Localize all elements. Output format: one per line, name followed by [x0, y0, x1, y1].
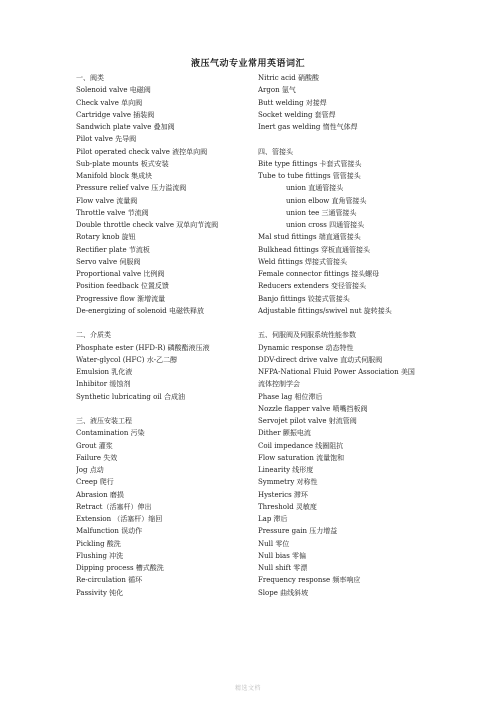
text-line: Rectifier plate 节流板 — [76, 245, 150, 254]
text-line: Sub-plate mounts 板式安装 — [76, 159, 169, 168]
text-line: Dynamic response 动态特性 — [258, 343, 354, 352]
text-line: Inhibitor 缓蚀剂 — [76, 380, 131, 389]
text-line: 四、管接头 — [258, 147, 293, 156]
text-line — [258, 133, 466, 145]
text-line: Phase lag 相位滞后 — [258, 392, 323, 401]
text-line: Cartridge valve 插装阀 — [76, 110, 155, 119]
text-line: Flow valve 流量阀 — [76, 196, 138, 205]
text-line: Pickling 酸洗 — [76, 539, 121, 548]
text-line: Dither 颤振电流 — [258, 429, 311, 438]
text-line: Slope 曲线斜坡 — [258, 588, 309, 597]
text-line: 五、伺服阀及伺服系统性能参数 — [258, 331, 356, 340]
text-line: Malfunction 误动作 — [76, 527, 143, 536]
text-line: De-energizing of solenoid 电磁铁释放 — [76, 306, 205, 315]
text-line: Contamination 污染 — [76, 429, 145, 438]
text-line: Water-glycol (HFC) 水-乙二醇 — [76, 355, 178, 364]
text-line — [258, 317, 466, 329]
text-line: Mal stud fittings 端直通管接头 — [258, 233, 361, 242]
text-line — [76, 317, 254, 329]
text-line: Servojet pilot valve 射流管阀 — [258, 417, 357, 425]
text-line: 一、阀类 — [76, 74, 104, 82]
text-line: Pressure gain 压力增益 — [258, 527, 338, 536]
text-line: Double throttle check valve 双单向节流阀 — [76, 221, 219, 229]
text-line: Reducers extenders 变径管接头 — [258, 282, 366, 291]
text-line: Butt welding 对接焊 — [258, 98, 327, 107]
text-line: Position feedback 位置反馈 — [76, 282, 169, 291]
text-line: Linearity 线形度 — [258, 466, 314, 474]
text-line: Nitric acid 硝酸酸 — [258, 74, 319, 82]
text-line: Solenoid valve 电磁阀 — [76, 86, 151, 95]
text-line: NFPA-National Fluid Power Association 美国 — [258, 368, 415, 376]
text-line: Check valve 单向阀 — [76, 98, 143, 107]
text-line: 二、介质类 — [76, 331, 111, 340]
text-line: Hysterics 滞环 — [258, 490, 308, 499]
text-line: Progressive flow 渐增流量 — [76, 294, 166, 303]
text-line: Pilot valve 先导阀 — [76, 135, 137, 144]
text-line: union cross 四通管接头 — [286, 221, 365, 229]
text-line: Dipping process 槽式酸洗 — [76, 564, 164, 572]
text-line: Socket welding 套管焊 — [258, 110, 336, 119]
text-line: union 直通管接头 — [286, 184, 344, 193]
text-line: Servo valve 伺服阀 — [76, 257, 141, 266]
text-line: Phosphate ester (HFD-R) 磷酸酯液压液 — [76, 343, 210, 352]
text-line: Weld fittings 焊接式管接头 — [258, 257, 348, 266]
text-line: Nozzle flapper valve 喷嘴挡板阀 — [258, 404, 368, 413]
text-line: Proportional valve 比例阀 — [76, 270, 165, 278]
text-line: DDV-direct drive valve 直动式伺服阀 — [258, 355, 383, 364]
text-line: Symmetry 对称性 — [258, 478, 318, 487]
text-line: Emulsion 乳化液 — [76, 368, 133, 376]
text-line: Manifold block 集成块 — [76, 172, 153, 180]
left-column — [76, 72, 254, 599]
text-line: Synthetic lubricating oil 合成油 — [76, 392, 186, 401]
text-line: Null shift 零漂 — [258, 564, 308, 572]
text-line: Frequency response 频率响应 — [258, 576, 361, 585]
text-line: Tube to tube fittings 管管接头 — [258, 172, 361, 180]
text-line: Creep 爬行 — [76, 478, 114, 487]
text-line: union tee 三通管接头 — [286, 208, 357, 217]
text-line: Null 零位 — [258, 539, 290, 548]
text-line: Failure 失效 — [76, 453, 118, 462]
text-line: Adjustable fittings/swivel nut 旋转接头 — [258, 306, 392, 315]
text-line: Retract（活塞杆）伸出 — [76, 502, 152, 511]
text-line: Extension （活塞杆）缩回 — [76, 515, 163, 523]
text-line: Threshold 灵敏度 — [258, 502, 317, 511]
text-line: Bulkhead fittings 穿板直通管接头 — [258, 245, 371, 254]
text-line: Inert gas welding 惰性气体焊 — [258, 123, 358, 131]
text-line: Lap 滞后 — [258, 515, 288, 523]
text-line — [76, 403, 254, 415]
text-line: Rotary knob 旋钮 — [76, 233, 136, 242]
text-line: Flushing 冲洗 — [76, 551, 124, 560]
text-line: 流体控制学会 — [258, 380, 300, 389]
footer-watermark: 精选文档 — [234, 685, 261, 692]
text-line: Pressure relief valve 压力溢流阀 — [76, 184, 187, 193]
text-line: Jog 点动 — [76, 466, 104, 474]
text-line: Grout 灌浆 — [76, 441, 113, 450]
text-line: 三、液压安装工程 — [76, 417, 132, 425]
text-line: union elbow 直角管接头 — [286, 196, 367, 205]
text-line: Abrasion 磨损 — [76, 490, 124, 499]
text-line: Throttle valve 节流阀 — [76, 208, 149, 217]
right-column — [258, 72, 466, 599]
text-line: Re-circulation 循环 — [76, 576, 143, 585]
text-line: Pilot operated check valve 液控单向阀 — [76, 147, 208, 156]
text-line: Sandwich plate valve 叠加阀 — [76, 123, 175, 131]
text-line: Argon 氩气 — [258, 86, 296, 95]
text-line: Coil impedance 线圈阻抗 — [258, 441, 344, 450]
text-line: Bite type fittings 卡套式管接头 — [258, 159, 362, 168]
text-line: Flow saturation 流量饱和 — [258, 453, 345, 462]
text-line: Female connector fittings 接头螺母 — [258, 270, 380, 278]
text-line: Passivity 钝化 — [76, 588, 124, 597]
text-line: Banjo fittings 铰接式管接头 — [258, 294, 350, 303]
page-title: 液压气动专业常用英语词汇 — [190, 59, 305, 69]
text-line: Null bias 零偏 — [258, 551, 307, 560]
